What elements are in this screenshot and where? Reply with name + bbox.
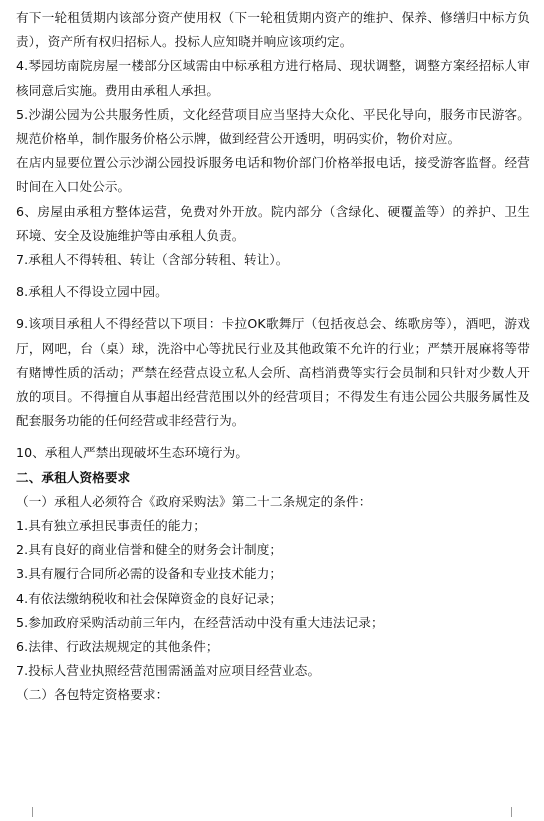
requirement-item-1: 1.具有独立承担民事责任的能力；	[16, 518, 206, 534]
section-heading-qualifications: 二、承租人资格要求	[16, 469, 131, 485]
paragraph-item-8: 8.承租人不得设立园中园。	[16, 284, 168, 300]
paragraph-lease-continuation: 有下一轮租赁期内该部分资产使用权（下一轮租赁期内资产的维护、保养、修缮归中标方负责），资产所有权归招标人。投标人应知晓并响应该项约定。	[16, 10, 530, 50]
subsection-specific-requirements: （二）各包特定资格要求：	[16, 687, 169, 703]
requirement-item-7: 7.投标人营业执照经营范围需涵盖对应项目经营业态。	[16, 663, 321, 679]
requirement-item-4: 4.有依法缴纳税收和社会保障资金的良好记录；	[16, 590, 283, 606]
paragraph-item-10: 10、承租人严禁出现破坏生态环境行为。	[16, 445, 249, 461]
paragraph-item-7: 7.承租人不得转租、转让（含部分转租、转让）。	[16, 252, 289, 268]
paragraph-item-5: 5.沙湖公园为公共服务性质，文化经营项目应当坚持大众化、平民化导向，服务市民游客。规范价格单，制作服务价格公示牌，做到经营公开透明，明码实价，物价对应。	[16, 106, 530, 147]
paragraph-item-9: 9.该项目承租人不得经营以下项目：卡拉OK歌舞厅（包括夜总会、练歌房等），酒吧，游戏厅，网吧，台（桌）球，洗浴中心等扰民行业及其他政策不允许的行业；严禁开展麻将等带有赌博性质的活动；严禁在经营点设立私人会所、高档消费等实行会员制和只针对少数人开放的项目。不得擅自从事超出经营范围以外的经营项目；不得发生有违公园公共服务属性及配套服务功能的任何经营或非经营行为。	[16, 316, 530, 429]
page-corner-mark-right	[511, 807, 522, 817]
requirement-item-6: 6.法律、行政法规规定的其他条件；	[16, 639, 219, 655]
document-body	[16, 6, 530, 708]
requirement-item-3: 3.具有履行合同所必需的设备和专业技术能力；	[16, 566, 283, 582]
page-corner-mark-left	[22, 807, 33, 817]
paragraph-item-6: 6、房屋由承租方整体运营，免费对外开放。院内部分（含绿化、硬覆盖等）的养护、卫生环境、安全及设施维护等由承租人负责。	[16, 203, 530, 243]
paragraph-item-4: 4.琴园坊南院房屋一楼部分区域需由中标承租方进行格局、现状调整，调整方案经招标人审核同意后实施。费用由承租人承担。	[16, 58, 530, 98]
subsection-general-requirements: （一）承租人必须符合《政府采购法》第二十二条规定的条件：	[16, 493, 372, 509]
paragraph-item-5-continued: 在店内显要位置公示沙湖公园投诉服务电话和物价部门价格举报电话，接受游客监督。经营时间在入口处公示。	[16, 155, 530, 195]
requirement-item-5: 5.参加政府采购活动前三年内，在经营活动中没有重大违法记录；	[16, 614, 384, 630]
requirement-item-2: 2.具有良好的商业信誉和健全的财务会计制度；	[16, 542, 283, 558]
